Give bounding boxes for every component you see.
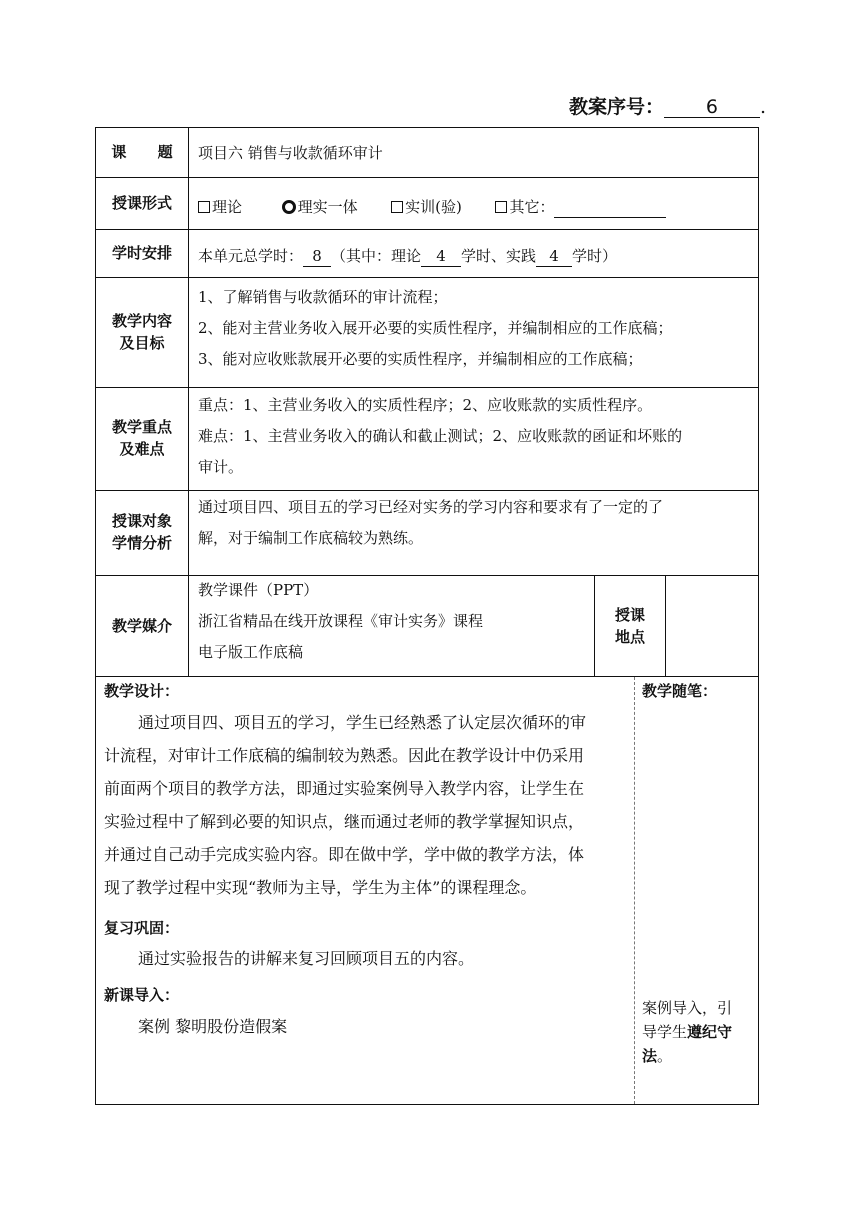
form-options — [198, 197, 666, 218]
serial-end: . — [759, 96, 766, 118]
design-paragraph: 通过项目四、项目五的学习，学生已经熟悉了认定层次循环的审 计流程，对审计工作底稿的编制较为熟悉。因此在教学设计中仍采用 前面两个项目的教学方法，即通过实验案例导入教学内容，让学生在 实验过程中了解到必要的知识点，继而通过老师的教学掌握知识点， 并通过自己动手完成实验内容。即在做中学，学中做的教学方法，体 现了教学过程中实现“教师为主导，学生为主体”的课程理念。 — [104, 713, 587, 897]
review-text: 通过实验报告的讲解来复习回顾项目五的内容。 — [138, 949, 475, 968]
content-item: 3、能对应收账款展开必要的实质性程序，并编制相应的工作底稿； — [198, 350, 643, 368]
serial-label: 教案序号： — [568, 96, 664, 118]
keypoint-line: 难点：1、主营业务收入的确认和截止测试；2、应收账款的函证和坏账的 — [198, 427, 683, 445]
audience-lines — [198, 492, 663, 554]
content-item: 2、能对主营业务收入展开必要的实质性程序，并编制相应的工作底稿； — [198, 319, 673, 337]
content-items — [198, 282, 673, 375]
content-item: 1、了解销售与收款循环的审计流程； — [198, 288, 448, 306]
media-items — [198, 575, 483, 668]
intro-heading: 新课导入： — [104, 986, 180, 1004]
media-item: 浙江省精品在线开放课程《审计实务》课程 — [198, 612, 484, 630]
other-blank[interactable] — [554, 197, 666, 218]
form-label: 授课形式 — [111, 194, 172, 212]
hours-practice: 4 — [536, 246, 572, 267]
form-option-integrated[interactable]: 理实一体 — [282, 198, 358, 216]
serial-value: 6 — [664, 97, 760, 118]
form-option-practical[interactable]: 实训(验) — [391, 198, 462, 216]
audience-line: 解，对于编制工作底稿较为熟练。 — [198, 529, 424, 547]
checkbox-icon — [391, 201, 403, 213]
notes-text: 案例导入，引 导学生遵纪守 法。 — [642, 999, 733, 1065]
checkbox-icon — [198, 201, 210, 213]
review-heading: 复习巩固： — [104, 919, 180, 937]
lesson-serial — [569, 92, 766, 119]
hours-total: 8 — [303, 246, 331, 267]
keypoint-line: 重点：1、主营业务收入的实质性程序；2、应收账款的实质性程序。 — [198, 396, 653, 414]
media-label: 教学媒介 — [111, 617, 172, 635]
hours-value: 本单元总学时： 8 （其中：理论 4 学时、实践 4 学时） — [198, 247, 618, 265]
media-item: 教学课件（PPT） — [198, 581, 319, 599]
media-item: 电子版工作底稿 — [198, 643, 304, 661]
keypoint-line: 审计。 — [198, 458, 244, 476]
notes-heading: 教学随笔： — [642, 682, 718, 700]
topic-value: 项目六 销售与收款循环审计 — [198, 144, 383, 162]
form-option-other[interactable]: 其它： — [495, 198, 554, 216]
topic-label: 课 题 — [111, 143, 173, 161]
audience-label: 授课对象 学情分析 — [111, 512, 172, 552]
content-label: 教学内容 及目标 — [111, 312, 172, 352]
checkbox-icon — [495, 201, 507, 213]
audience-line: 通过项目四、项目五的学习已经对实务的学习内容和要求有了一定的了 — [198, 498, 664, 516]
keypoints-lines — [198, 390, 682, 483]
location-label: 授课 地点 — [614, 606, 645, 646]
intro-text: 案例 黎明股份造假案 — [138, 1017, 288, 1036]
keypoints-label: 教学重点 及难点 — [111, 418, 172, 458]
design-heading: 教学设计： — [104, 682, 180, 700]
hours-label: 学时安排 — [111, 244, 172, 262]
form-option-theory[interactable]: 理论 — [198, 198, 242, 216]
hours-theory: 4 — [421, 246, 461, 267]
radio-selected-icon — [282, 200, 296, 214]
